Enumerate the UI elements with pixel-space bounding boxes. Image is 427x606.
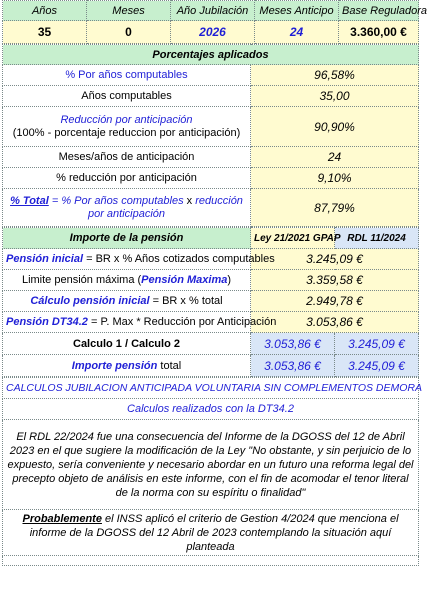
porcentajes-table [2,44,419,227]
dt-label [3,312,277,333]
pct-reduccion-label: % reducción por anticipación [3,168,251,189]
limite-a: Limite pensión máxima ( [21,274,142,286]
inicial-b: = BR x % Años cotizados computables [83,253,275,265]
total-label-d: reducción por anticipación [87,194,243,220]
calculo-value: 2.949,78 € [251,291,419,312]
porcentajes-title: Porcentajes aplicados [3,45,419,65]
notes-para2-b: el INSS aplicó el criterio de Gestion 4/2024 que menciona el informe de la DGOSS del 12 Abril de 2023 contemplando la situación aquí planteada [29,512,399,553]
total-label-a: % Total [10,194,49,207]
imp-b: total [157,359,182,372]
meses-anos-label: Meses/años de anticipación [3,147,251,168]
meses-anos-value: 24 [251,147,419,168]
reduccion-label: Reducción por anticipación [60,113,193,126]
inicial-value: 3.245,09 € [251,249,419,270]
limite-value: 3.359,58 € [251,270,419,291]
notes-empty-row [3,556,419,566]
header-base-reguladora: Base Reguladora [339,1,419,21]
total-value: 87,79% [251,189,419,227]
limite-b: Pensión Maxima [141,274,228,286]
calc1-value: 3.053,86 € [251,333,335,355]
notes-para2-a: Probablemente [22,512,102,525]
calc2-value: 3.245,09 € [335,333,419,355]
pension-calculator-sheet [2,0,427,566]
notes-line1: CALCULOS JUBILACION ANTICIPADA VOLUNTARIA SIN COMPLEMENTOS DEMORA [3,378,419,399]
value-base-reguladora[interactable]: 3.360,00 € [339,21,419,44]
importe-title: Importe de la pensión [3,228,251,249]
importe-table [2,227,419,377]
pct-anos-label: % Por años computables [3,65,251,86]
reduccion-value: 90,90% [251,107,419,147]
imp2-value: 3.245,09 € [335,355,419,377]
inicial-a: Pensión inicial [6,253,84,265]
pct-anos-value: 96,58% [251,65,419,86]
dt-value: 3.053,86 € [251,312,419,333]
dt-b: = P. Max * Reducción por Anticipación [87,316,277,328]
value-meses[interactable]: 0 [87,21,171,44]
pct-reduccion-value: 9,10% [251,168,419,189]
calculo-b: = BR x % total [149,295,223,307]
header-meses-anticipo: Meses Anticipo [255,1,339,21]
limite-c: ) [227,274,232,286]
value-anos[interactable]: 35 [3,21,87,44]
value-meses-anticipo[interactable]: 24 [255,21,339,44]
header-meses: Meses [87,1,171,21]
limite-label [3,270,251,291]
notes-line2: Calculos realizados con la DT34.2 [3,399,419,420]
header-anos: Años [3,1,87,21]
total-label-cell [3,189,251,227]
imp-label [3,355,251,377]
reduccion-sub: (100% - porcentaje reduccion por anticipación) [12,126,241,139]
header-ano-jubilacion: Año Jubilación [171,1,255,21]
inicial-label [3,249,275,270]
calculo-a: Cálculo pensión inicial [30,295,150,307]
dt-a: Pensión DT34.2 [6,316,88,328]
anos-comp-value: 35,00 [251,86,419,107]
value-ano-jubilacion[interactable]: 2026 [171,21,255,44]
total-label-c: x [186,194,193,207]
reduccion-label-cell [3,107,251,147]
notes-table [2,377,422,566]
calc12-label: Calculo 1 / Calculo 2 [3,333,251,355]
imp-a: Importe pensión [71,359,158,372]
notes-para2 [3,510,419,556]
importe-col2: RDL 11/2024 [335,228,419,249]
calculo-label [3,291,251,312]
notes-para1: El RDL 22/2024 fue una consecuencia del Informe de la DGOSS del 12 de Abril 2023 en el que sugiere la modificación de la Ley "No obstante, y sin perjuicio de lo expuesto, sería conveniente y necesario abordar en un futuro una reforma legal del precepto objeto de análisis en este informe, con el fin de acomodar el tenor literal de la norma con su espíritu o finalidad" [3,420,419,510]
summary-table [2,0,427,44]
total-label-b: = % Por años computables [48,194,187,207]
imp1-value: 3.053,86 € [251,355,335,377]
anos-comp-label: Años computables [3,86,251,107]
importe-col1: Ley 21/2021 GPAP [251,228,335,249]
